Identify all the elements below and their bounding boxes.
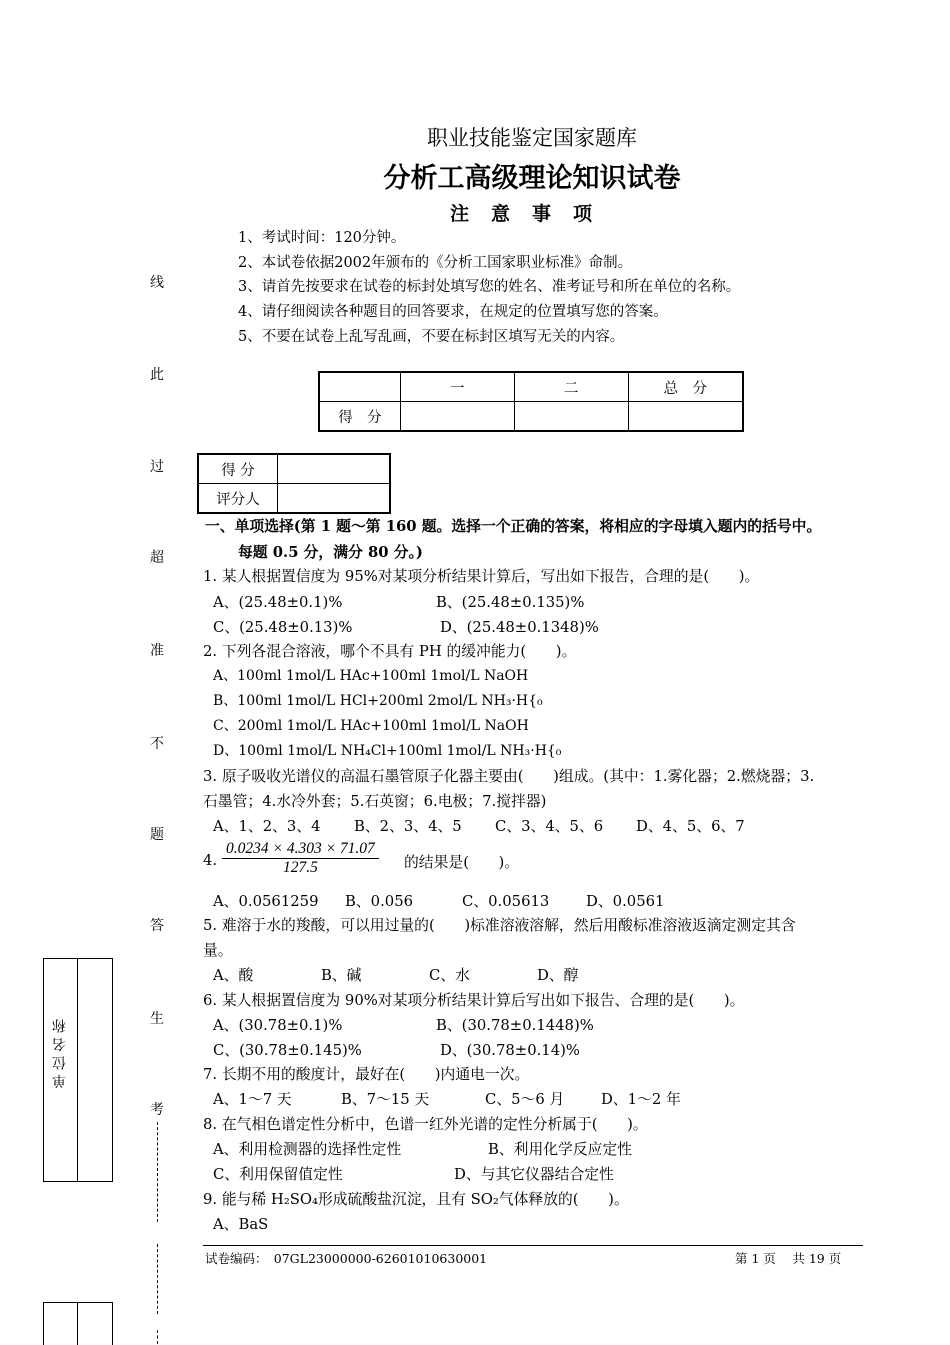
q1-option-c[interactable]: C、(25.48±0.13)% — [213, 619, 353, 636]
unit-box-divider — [77, 959, 78, 1181]
q7-option-b[interactable]: B、7～15 天 — [341, 1091, 430, 1108]
question-3: 3. 原子吸收光谱仪的高温石墨管原子化器主要由( )组成。(其中：1.雾化器；2.燃烧器；3. — [203, 768, 815, 785]
seal-dash-line — [157, 1244, 158, 1314]
seal-char: 生 — [150, 1011, 164, 1027]
seal-char: 准 — [150, 643, 164, 659]
question-3-cont: 石墨管；4.水冷外套；5.石英窗；6.电极；7.搅拌器) — [203, 793, 547, 810]
score-table — [318, 371, 744, 432]
q4-option-a[interactable]: A、0.0561259 — [213, 893, 319, 910]
exam-bank-title: 职业技能鉴定国家题库 — [427, 126, 637, 150]
seal-char: 答 — [150, 918, 164, 934]
q5-option-d[interactable]: D、醇 — [537, 967, 579, 984]
seal-dash-line — [157, 1330, 158, 1344]
q8-option-c[interactable]: C、利用保留值定性 — [213, 1166, 343, 1183]
question-8: 8. 在气相色谱定性分析中，色谱一红外光谱的定性分析属于( )。 — [203, 1116, 648, 1133]
question-6: 6. 某人根据置信度为 90%对某项分析结果计算后写出如下报告、合理的是( )。 — [203, 992, 745, 1009]
q4-option-c[interactable]: C、0.05613 — [462, 893, 550, 910]
q5-option-b[interactable]: B、碱 — [321, 967, 362, 984]
exam-title: 分析工高级理论知识试卷 — [383, 163, 681, 194]
q5-option-a[interactable]: A、酸 — [213, 967, 254, 984]
q5-option-c[interactable]: C、水 — [429, 967, 470, 984]
grader-input-cell[interactable] — [278, 484, 391, 514]
notice-heading: 注意事项 — [449, 203, 614, 225]
seal-char: 过 — [150, 459, 164, 475]
section-heading: 一、单项选择(第 1 题～第 160 题。选择一个正确的答案，将相应的字母填入题内的括号中。 — [205, 518, 822, 535]
question-1: 1. 某人根据置信度为 95%对某项分析结果计算后，写出如下报告，合理的是( )。 — [203, 568, 760, 585]
note-2: 2、本试卷依据2002年颁布的《分析工国家职业标准》命制。 — [238, 255, 633, 271]
q7-option-a[interactable]: A、1～7 天 — [213, 1091, 292, 1108]
note-5: 5、不要在试卷上乱写乱画，不要在标封区填写无关的内容。 — [238, 329, 625, 345]
q4-denominator: 127.5 — [282, 859, 318, 876]
grader-table — [197, 453, 391, 514]
q6-option-d[interactable]: D、(30.78±0.14)% — [440, 1042, 580, 1059]
seal-char: 考 — [150, 1102, 164, 1118]
q2-option-b[interactable]: B、100ml 1mol/L HCl+200ml 2mol/L NH₃·H{₀ — [213, 693, 543, 709]
q1-option-d[interactable]: D、(25.48±0.1348)% — [440, 619, 599, 636]
q6-option-a[interactable]: A、(30.78±0.1)% — [213, 1017, 343, 1034]
q2-option-a[interactable]: A、100ml 1mol/L HAc+100ml 1mol/L NaOH — [213, 668, 529, 684]
seal-char: 不 — [150, 736, 164, 752]
q4-fraction — [222, 840, 379, 877]
q7-option-d[interactable]: D、1～2 年 — [601, 1091, 681, 1108]
q1-option-b[interactable]: B、(25.48±0.135)% — [436, 594, 585, 611]
q3-option-c[interactable]: C、3、4、5、6 — [495, 818, 604, 835]
name-box-divider — [77, 1303, 78, 1345]
q8-option-b[interactable]: B、利用化学反应定性 — [488, 1141, 633, 1158]
grader-label: 评分人 — [198, 484, 278, 514]
score-row-label: 得 分 — [319, 402, 400, 432]
section-heading-cont: 每题 0.5 分，满分 80 分。) — [238, 544, 423, 561]
q4-option-b[interactable]: B、0.056 — [345, 893, 414, 910]
q3-option-d[interactable]: D、4、5、6、7 — [636, 818, 745, 835]
note-4: 4、请仔细阅读各种题目的回答要求，在规定的位置填写您的答案。 — [238, 304, 668, 320]
seal-char: 题 — [150, 827, 164, 843]
q4-numerator: 0.0234 × 4.303 × 71.07 — [222, 840, 379, 859]
unit-name-box[interactable] — [43, 958, 113, 1182]
q2-option-d[interactable]: D、100ml 1mol/L NH₄Cl+100ml 1mol/L NH₃·H{₀ — [213, 743, 562, 759]
name-box[interactable] — [43, 1302, 113, 1345]
q3-option-a[interactable]: A、1、2、3、4 — [213, 818, 321, 835]
seal-char: 超 — [150, 550, 164, 566]
score-cell[interactable] — [514, 402, 628, 432]
score-label: 得 分 — [198, 454, 278, 484]
unit-name-label: 单 位 名 称 — [52, 1019, 68, 1089]
q9-option-a[interactable]: A、BaS — [213, 1216, 269, 1233]
question-4-number: 4. — [203, 852, 218, 869]
score-header-cell — [319, 372, 400, 402]
score-header-cell: 一 — [400, 372, 514, 402]
score-header-cell: 总 分 — [628, 372, 743, 402]
q4-tail: 的结果是( )。 — [404, 854, 520, 871]
question-5: 5. 难溶于水的羧酸，可以用过量的( )标准溶液溶解，然后用酸标准溶液返滴定测定其含 — [203, 917, 796, 934]
question-7: 7. 长期不用的酸度计，最好在( )内通电一次。 — [203, 1066, 530, 1083]
seal-char: 线 — [150, 275, 164, 291]
q3-option-b[interactable]: B、2、3、4、5 — [354, 818, 462, 835]
score-header-cell: 二 — [514, 372, 628, 402]
q1-option-a[interactable]: A、(25.48±0.1)% — [213, 594, 343, 611]
q6-option-c[interactable]: C、(30.78±0.145)% — [213, 1042, 362, 1059]
q7-option-c[interactable]: C、5～6 月 — [485, 1091, 565, 1108]
q4-option-d[interactable]: D、0.0561 — [586, 893, 665, 910]
q2-option-c[interactable]: C、200ml 1mol/L HAc+100ml 1mol/L NaOH — [213, 718, 529, 734]
seal-char: 此 — [150, 367, 164, 383]
paper-code: 试卷编码： 07GL23000000-62601010630001 — [205, 1251, 488, 1266]
score-cell[interactable] — [628, 402, 743, 432]
q8-option-d[interactable]: D、与其它仪器结合定性 — [454, 1166, 614, 1183]
question-5-cont: 量。 — [203, 942, 233, 959]
q6-option-b[interactable]: B、(30.78±0.1448)% — [436, 1017, 594, 1034]
note-1: 1、考试时间：120分钟。 — [238, 230, 406, 246]
footer-rule — [203, 1245, 863, 1246]
score-input-cell[interactable] — [278, 454, 391, 484]
question-2: 2. 下列各混合溶液，哪个不具有 PH 的缓冲能力( )。 — [203, 643, 577, 660]
seal-dash-line — [157, 1122, 158, 1222]
question-9: 9. 能与稀 H₂SO₄形成硫酸盐沉淀，且有 SO₂气体释放的( )。 — [203, 1191, 629, 1208]
q8-option-a[interactable]: A、利用检测器的选择性定性 — [213, 1141, 402, 1158]
note-3: 3、请首先按要求在试卷的标封处填写您的姓名、准考证号和所在单位的名称。 — [238, 279, 741, 295]
page-number: 第 1 页 共 19 页 — [735, 1251, 842, 1266]
score-cell[interactable] — [400, 402, 514, 432]
